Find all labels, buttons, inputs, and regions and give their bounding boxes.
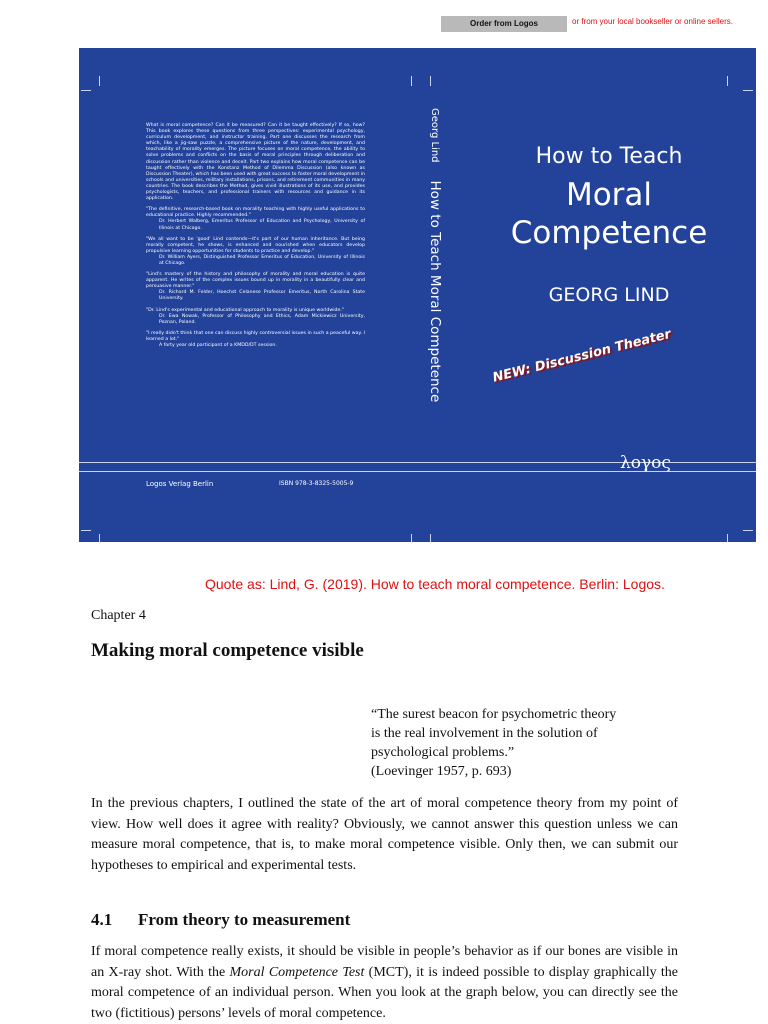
crop-mark	[430, 76, 431, 86]
chapter-label: Chapter 4	[91, 608, 146, 623]
section-number: 4.1	[91, 910, 113, 929]
order-note: or from your local bookseller or online sellers.	[572, 17, 733, 26]
section-text: (MCT), it is indeed possible to display graphically the moral competence of an individual person. When you look at the graph below, you can directly see the two (fictitious) persons’ levels of moral competence.	[91, 964, 679, 1021]
cover-author: GEORG LIND	[548, 284, 670, 306]
crop-mark	[99, 534, 100, 542]
crop-mark	[727, 76, 728, 86]
new-edition-label: NEW: Discussion Theater	[491, 326, 673, 386]
crop-mark	[430, 534, 431, 542]
quote-text: "Dr. Lind's experimental and educational approach to morality is unique worldwide."	[146, 307, 345, 313]
crop-mark	[411, 534, 412, 542]
epigraph	[371, 705, 671, 781]
book-cover	[79, 48, 756, 542]
spine	[427, 108, 443, 448]
epigraph-line: psychological problems.”	[371, 745, 515, 760]
logos-logo: λογος	[620, 453, 671, 473]
crop-mark	[743, 90, 753, 91]
epigraph-line: “The surest beacon for psychometric theory	[371, 707, 617, 722]
crop-mark	[81, 90, 91, 91]
quote-text: "The definitive, research-based book on morality teaching with highly useful applications to educational practice. Highly recommended."	[146, 207, 365, 219]
cover-title-line-1: How to Teach	[535, 144, 683, 169]
quote-credit: Dr. Ewa Nowak, Professor of Philosophy and Ethics, Adam Mickiewicz University, Poznan, Poland.	[159, 313, 365, 325]
crop-mark	[743, 530, 753, 531]
back-blurb: What is moral competence? Can it be measured? Can it be taught effectively? If so, how? This book explores these questions from three perspectives: experimental psychology, curriculum development, and instructor training. Part one discusses the research from which, like a jig-saw puzzle, a comprehensive picture of the nature, development, and teachability of morality emerges. The picture focuses on moral competence, the ability to solve problems and conflicts on the basis of moral principles through deliberation and discussion rather than violence and deceit. Part two explains how moral competence can be taught effectively with the Konstanz Method of Dilemma Discussion (also known as Discussion Theater), which has been used with great success to foster moral development in schools and universities, military installations, prisons, and retirement communities in many countries. The book describes the Method, gives vivid illustrations of its use, and provides psychologists, teachers, and professional trainers with resources and guidance in its application.	[146, 123, 365, 202]
quote-text: "We all want to be 'good' Lind contends—it's part of our human inheritance. But being morally competent, he shows, is enhanced and nourished when educators develop propulsive learning opportunities for students to practice and develop."	[146, 236, 365, 254]
section-title: From theory to measurement	[138, 910, 351, 929]
review-quote	[146, 272, 365, 302]
section-paragraph	[91, 942, 678, 1024]
quote-credit: Dr. William Ayers, Distinguished Professor Emeritus of Education, University of Illinois at Chicago.	[159, 254, 365, 266]
review-quote	[146, 207, 365, 231]
epigraph-line: (Loevinger 1957, p. 693)	[371, 764, 512, 779]
test-name: Moral Competence Test	[229, 964, 365, 980]
review-quote	[146, 237, 365, 267]
quote-credit: Dr. Richard M. Felder, Hoechst Celanese Professor Emeritus, North Carolina State University.	[159, 290, 365, 302]
isbn: ISBN 978-3-8325-5005-9	[279, 480, 354, 487]
crop-mark	[81, 530, 91, 531]
quote-credit: Dr. Herbert Walberg, Emeritus Professor of Education and Psychology, University of Illinois at Chicago.	[159, 219, 365, 231]
spine-author: Georg Lind	[429, 108, 441, 163]
quote-credit: A forty year old participant of a KMDD/DT session.	[159, 343, 277, 348]
crop-mark	[727, 534, 728, 542]
spine-title: How to Teach Moral Competence	[427, 180, 443, 403]
citation-note: Quote as: Lind, G. (2019). How to teach moral competence. Berlin: Logos.	[205, 576, 665, 592]
cover-title-line-2: Moral	[565, 177, 653, 213]
publisher-name: Logos Verlag Berlin	[146, 480, 214, 488]
quote-text: "Lind's mastery of the history and philosophy of morality and moral education is quite apparent. He writes of the complex issues bound up in morality in a beautifully clear and persuasive manner."	[146, 272, 365, 290]
cover-title-line-3: Competence	[510, 215, 708, 251]
crop-mark	[99, 76, 100, 86]
back-cover-text	[146, 123, 365, 354]
epigraph-line: is the real involvement in the solution of	[371, 726, 598, 741]
intro-paragraph: In the previous chapters, I outlined the state of the art of moral competence theory from my point of view. How well does it agree with reality? Obviously, we cannot answer this question unless we can measure moral competence, that is, to make moral competence visible. Only then, we can submit our hypotheses to empirical and experimental tests.	[91, 796, 678, 873]
review-quote	[146, 308, 365, 326]
quote-text: "I really didn't think that one can discuss highly controversial issues in such a peaceful way. I learned a lot."	[146, 330, 365, 342]
chapter-title: Making moral competence visible	[91, 640, 364, 661]
section-text: If moral competence really exists, it should be visible in people’s behavior as if our bones are visible in an X-ray shot. With the	[91, 944, 678, 980]
crop-mark	[411, 76, 412, 86]
order-button[interactable]: Order from Logos	[441, 16, 567, 32]
review-quote	[146, 331, 365, 349]
